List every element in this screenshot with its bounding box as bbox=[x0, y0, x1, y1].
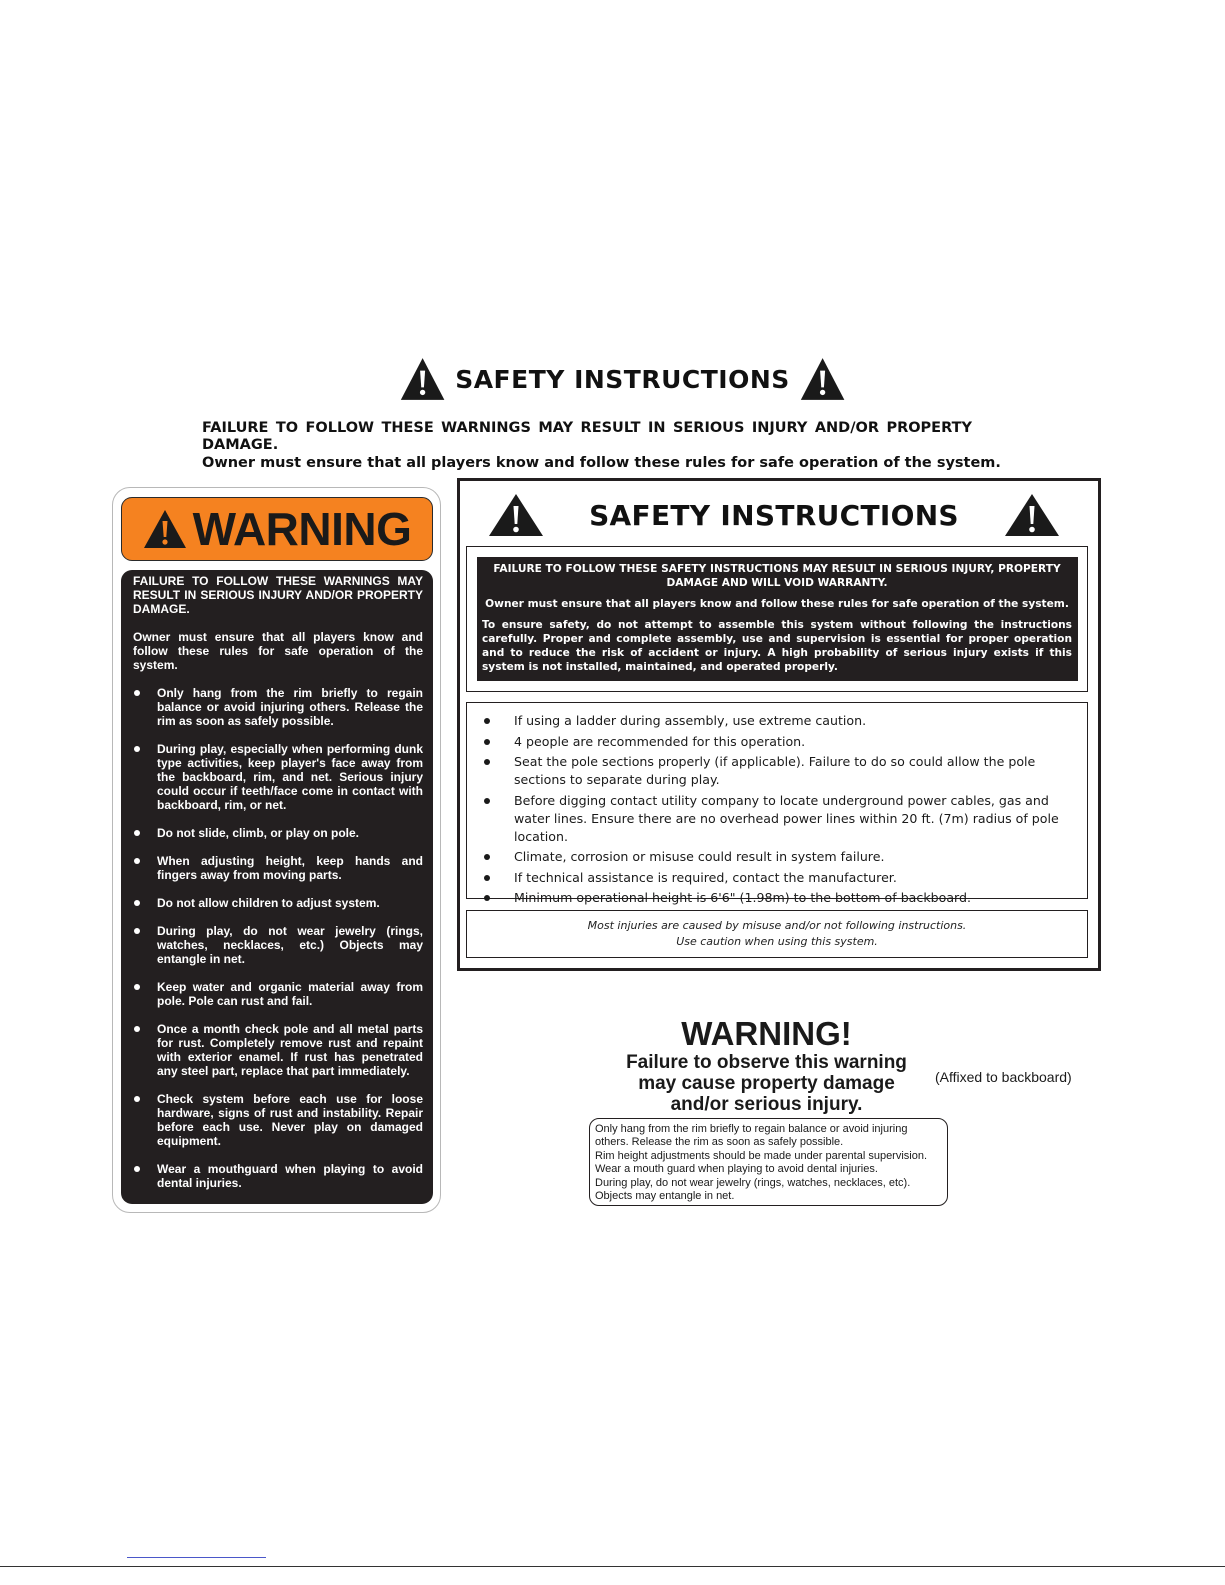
backboard-warning-subtitle bbox=[600, 1052, 933, 1115]
list-item: If technical assistance is required, contact the manufacturer. bbox=[483, 869, 1079, 887]
warning-triangle-icon bbox=[400, 353, 445, 405]
backboard-warning-line: Rim height adjustments should be made under parental supervision. bbox=[595, 1149, 928, 1162]
warning-triangle-icon bbox=[1004, 493, 1060, 537]
list-item: Only hang from the rim briefly to regain balance or avoid injuring others. Release the rim as soon as safely possible. bbox=[133, 686, 423, 728]
footer-mark bbox=[127, 1557, 266, 1558]
list-item: Keep water and organic material away from pole. Pole can rust and fail. bbox=[133, 980, 423, 1008]
safety-panel-list bbox=[483, 712, 1079, 907]
safety-panel-title: SAFETY INSTRUCTIONS bbox=[589, 498, 959, 532]
list-item: Wear a mouthguard when playing to avoid dental injuries. bbox=[133, 1162, 423, 1190]
safety-panel-list-box bbox=[466, 702, 1088, 905]
list-item: Minimum operational height is 6'6" (1.98m) to the bottom of backboard. bbox=[483, 889, 1079, 907]
list-item: Do not allow children to adjust system. bbox=[133, 896, 423, 910]
list-item: Before digging contact utility company to locate underground power cables, gas and water lines. Ensure there are no overhead power lines within 20 ft. (7m) radius of pole location. bbox=[483, 792, 1079, 846]
list-item: During play, especially when performing dunk type activities, keep player's face away from the backboard, rim, and net. Serious injury could occur if teeth/face come in contact with backboard, rim, or net. bbox=[133, 742, 423, 812]
backboard-warning-line: During play, do not wear jewelry (rings, watches, necklaces, etc). bbox=[595, 1176, 911, 1189]
safety-panel-note-line: Use caution when using this system. bbox=[676, 935, 878, 948]
warning-label-list bbox=[133, 686, 423, 1190]
list-item: Climate, corrosion or misuse could result in system failure. bbox=[483, 848, 1079, 866]
list-item: When adjusting height, keep hands and fingers away from moving parts. bbox=[133, 854, 423, 882]
list-item: During play, do not wear jewelry (rings, watches, necklaces, etc.) Objects may entangle in net. bbox=[133, 924, 423, 966]
warning-triangle-icon bbox=[488, 493, 544, 537]
safety-panel-warning-block bbox=[477, 557, 1078, 681]
safety-panel-warning-line: FAILURE TO FOLLOW THESE SAFETY INSTRUCTIONS MAY RESULT IN SERIOUS INJURY, PROPERTY DAMAGE AND WILL VOID WARRANTY. bbox=[493, 563, 1061, 589]
main-title bbox=[400, 352, 845, 406]
backboard-warning-box bbox=[589, 1118, 948, 1206]
top-warning bbox=[202, 420, 1002, 472]
affixed-note: (Affixed to backboard) bbox=[935, 1069, 1072, 1085]
backboard-warning-title: WARNING! bbox=[681, 1015, 852, 1052]
backboard-warning-line: others. Release the rim as soon as safely possible. bbox=[595, 1136, 844, 1149]
safety-panel-note bbox=[466, 910, 1088, 958]
list-item: Seat the pole sections properly (if applicable). Failure to do so could allow the pole sections to separate during play. bbox=[483, 753, 1079, 789]
warning-label-owner: Owner must ensure that all players know and follow these rules for safe operation of the system. bbox=[133, 630, 423, 672]
backboard-warning-line: Only hang from the rim briefly to regain balance or avoid injuring bbox=[595, 1123, 908, 1135]
backboard-warning-subtitle-line: and/or serious injury. bbox=[670, 1094, 863, 1115]
backboard-warning-subtitle-line: Failure to observe this warning bbox=[626, 1052, 907, 1073]
warning-triangle-icon bbox=[143, 509, 187, 549]
list-item: 4 people are recommended for this operation. bbox=[483, 733, 1079, 751]
list-item: Check system before each use for loose hardware, signs of rust and instability. Repair before each use. Never play on damaged equipment. bbox=[133, 1092, 423, 1148]
safety-panel-note-line: Most injuries are caused by misuse and/or not following instructions. bbox=[587, 919, 967, 932]
safety-panel-owner-line: Owner must ensure that all players know and follow these rules for safe operation of the system. bbox=[485, 598, 1069, 610]
backboard-warning-subtitle-line: may cause property damage bbox=[638, 1073, 895, 1094]
warning-label-intro: FAILURE TO FOLLOW THESE WARNINGS MAY RESULT IN SERIOUS INJURY AND/OR PROPERTY DAMAGE. bbox=[133, 574, 423, 616]
backboard-warning-line: Wear a mouth guard when playing to avoid dental injuries. bbox=[595, 1163, 878, 1176]
top-warning-line: FAILURE TO FOLLOW THESE WARNINGS MAY RESULT IN SERIOUS INJURY AND/OR PROPERTY bbox=[202, 420, 972, 436]
main-title-text: SAFETY INSTRUCTIONS bbox=[455, 364, 790, 394]
safety-panel-header bbox=[488, 490, 1060, 540]
warning-triangle-icon bbox=[800, 353, 845, 405]
list-item: If using a ladder during assembly, use extreme caution. bbox=[483, 712, 1079, 730]
top-warning-line: DAMAGE. bbox=[202, 437, 279, 453]
list-item: Once a month check pole and all metal parts for rust. Completely remove rust and repaint with exterior enamel. If rust has penetrated any steel part, replace that part immediately. bbox=[133, 1022, 423, 1078]
footer-divider bbox=[0, 1566, 1225, 1567]
backboard-warning-line: Objects may entangle in net. bbox=[595, 1190, 735, 1203]
warning-label-title: WARNING bbox=[192, 503, 412, 555]
safety-panel-assembly-line: To ensure safety, do not attempt to assemble this system without following the instructions carefully. Proper and complete assembly, use and supervision is essential for proper operation and to reduce the risk of accident or injury. A high probability of serious injury exists if this system is not installed, maintained, and operated properly. bbox=[482, 619, 1072, 673]
warning-label-header bbox=[121, 497, 433, 561]
list-item: Do not slide, climb, or play on pole. bbox=[133, 826, 423, 840]
warning-label-body bbox=[121, 570, 433, 1204]
top-warning-owner-line: Owner must ensure that all players know and follow these rules for safe operation of the system. bbox=[202, 455, 1001, 471]
